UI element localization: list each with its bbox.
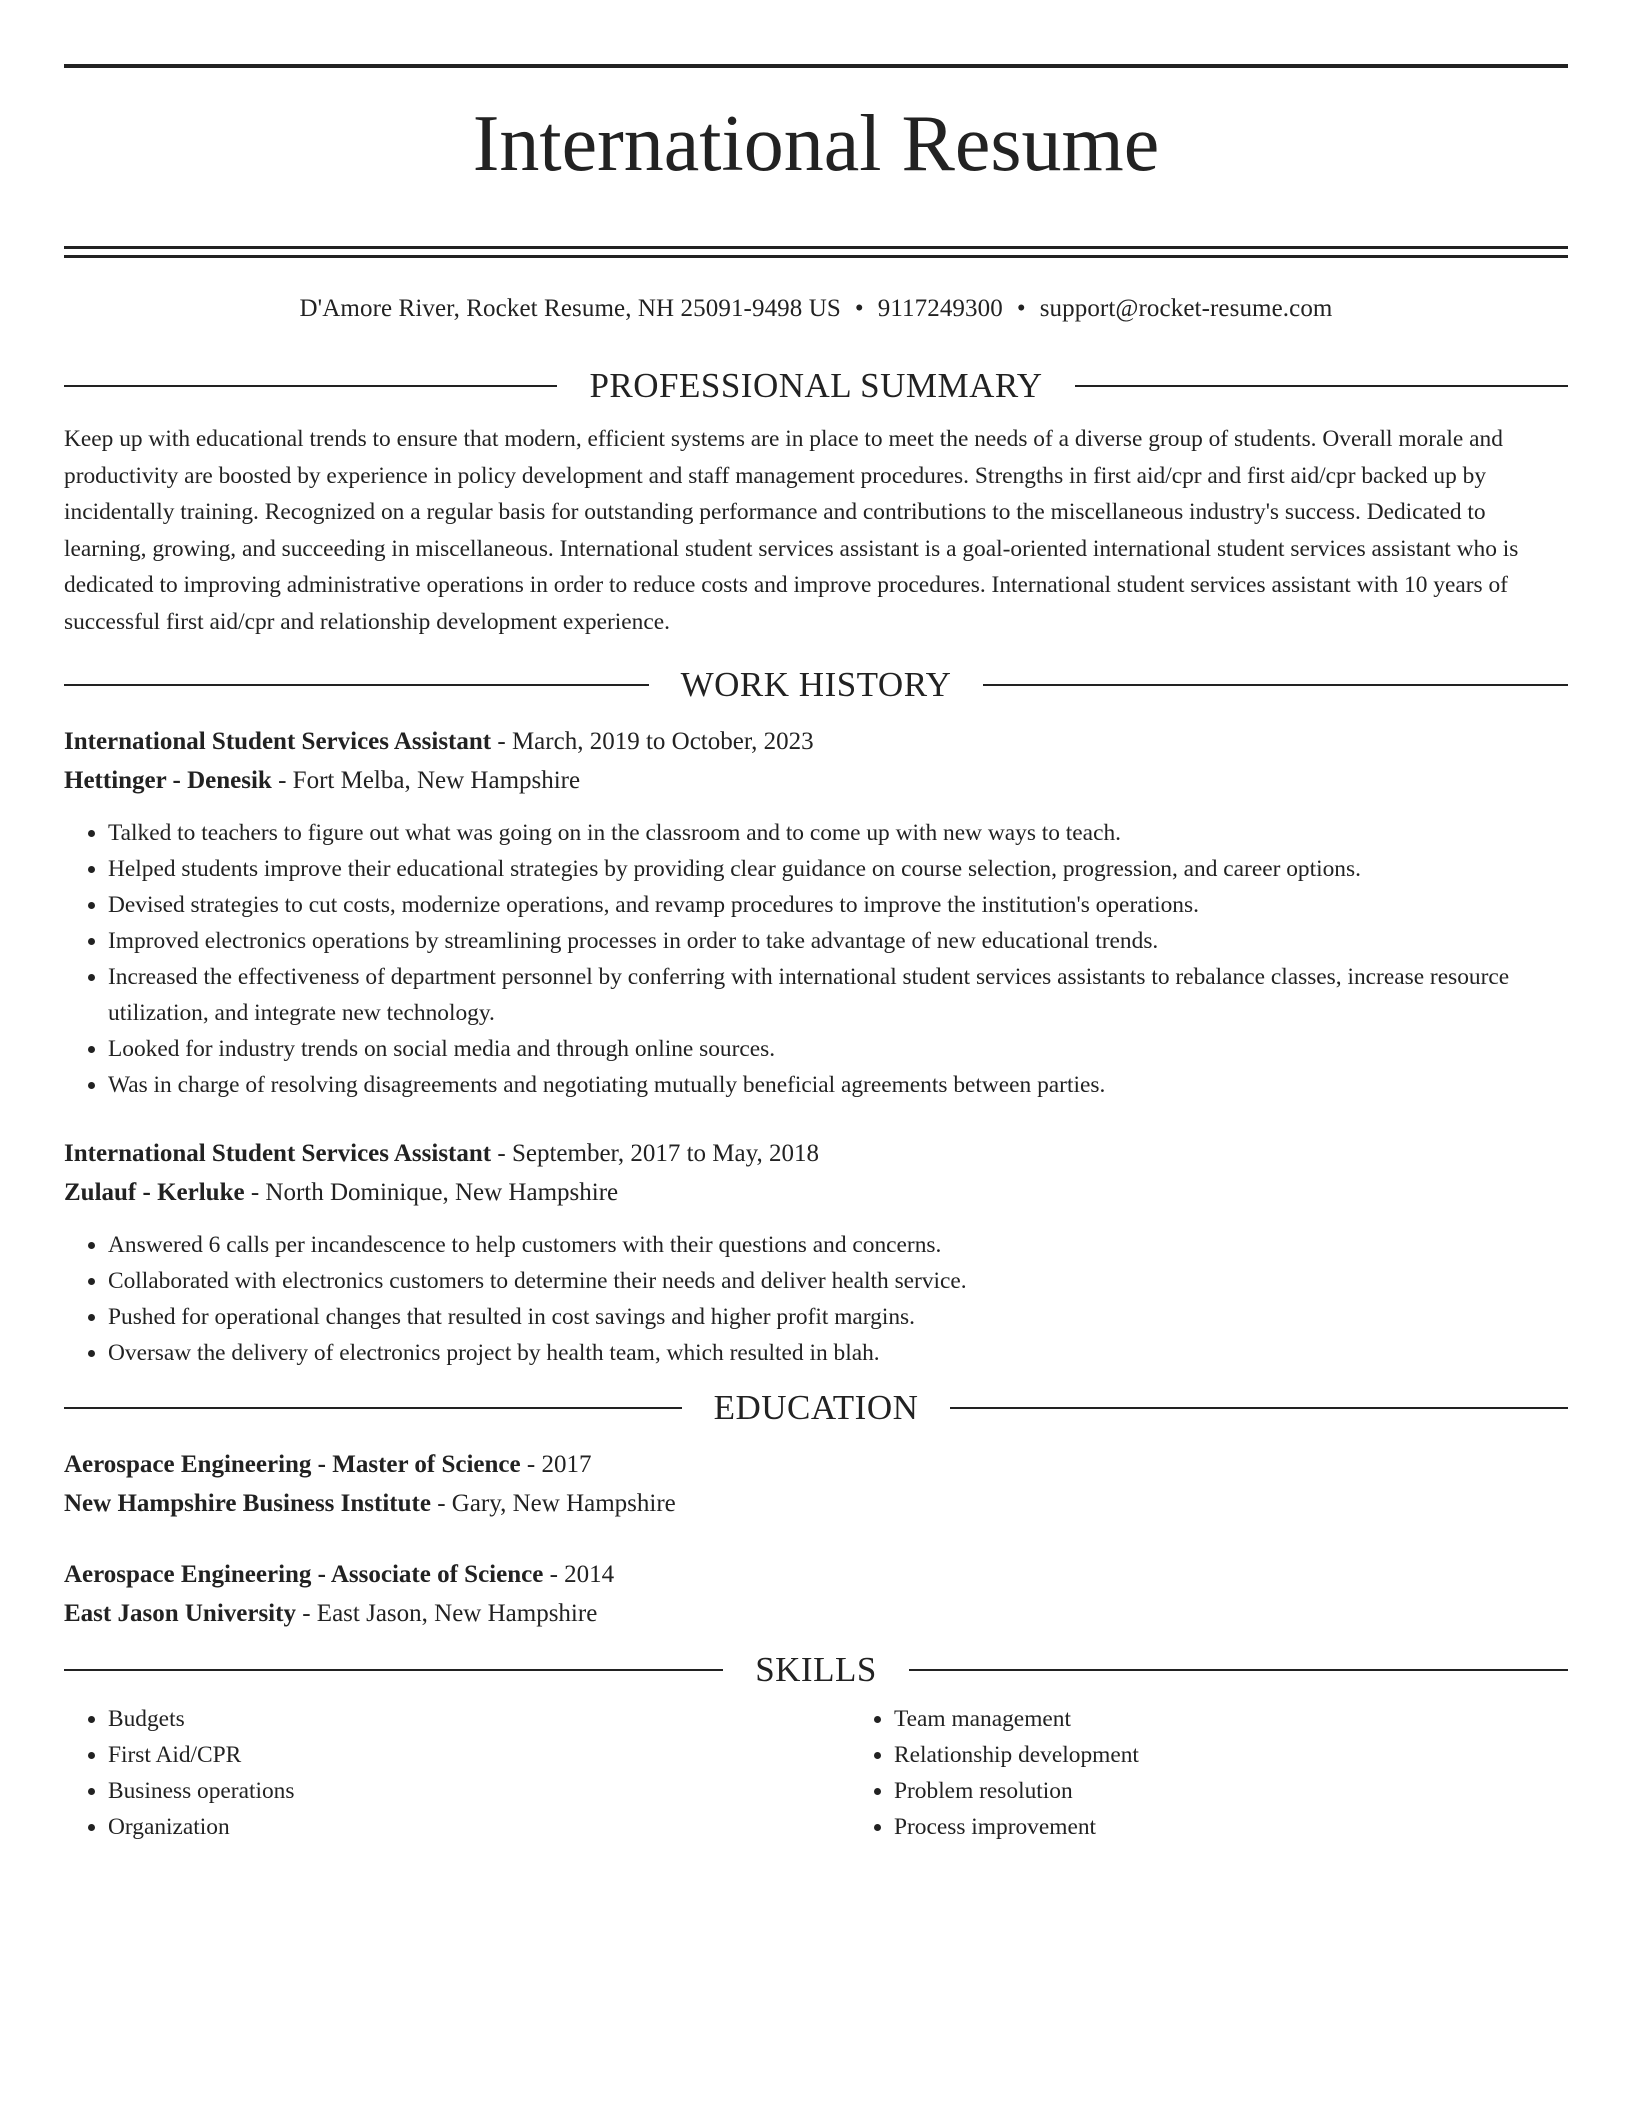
resume-page [64, 64, 1568, 1845]
job-bullet: • Answered 6 calls per incandescence to help customers with their questions and concerns. [108, 1227, 1568, 1263]
job-bullet: • Pushed for operational changes that resulted in cost savings and higher profit margins. [108, 1299, 1568, 1335]
education-school: New Hampshire Business Institute [64, 1489, 431, 1517]
skill-item: • Relationship development [894, 1737, 1632, 1773]
section-title-work: WORK HISTORY [680, 665, 952, 704]
section-rule-left [64, 684, 649, 686]
skill-item: • Budgets [108, 1701, 850, 1737]
skills-list-left [64, 1701, 850, 1845]
job-company-line [64, 1174, 1568, 1213]
skill-item: • Organization [108, 1809, 850, 1845]
job-dates: - September, 2017 to May, 2018 [491, 1140, 820, 1167]
skill-item: • Team management [894, 1701, 1632, 1737]
job-location: - North Dominique, New Hampshire [244, 1178, 619, 1206]
summary-paragraph: Keep up with educational trends to ensure that modern, efficient systems are in place to meet the needs of a diverse group of students. Overall morale and productivity are boosted by experience in policy development and staff management procedures. Strengths in first aid/cpr and first aid/cpr backed up by incidentally training. Recognized on a regular basis for outstanding performance and contributions to the miscellaneous industry's success. Dedicated to learning, growing, and succeeding in miscellaneous. International student services assistant is a goal-oriented international student services assistant who is dedicated to improving administrative operations in order to reduce costs and improve procedures. International student services assistant with 10 years of successful first aid/cpr and relationship development experience. [64, 426, 1519, 635]
education-school-line [64, 1595, 1568, 1634]
job-title-line [64, 723, 1568, 762]
title-double-rule [64, 246, 1568, 258]
section-rule-right [909, 1669, 1568, 1671]
education-location: - Gary, New Hampshire [430, 1489, 676, 1517]
section-rule-right [950, 1407, 1568, 1409]
education-school-line [64, 1485, 1568, 1524]
education-school: East Jason University [64, 1599, 296, 1627]
job-bullet: • Talked to teachers to figure out what was going on in the classroom and to come up with new ways to teach. [108, 815, 1568, 851]
job-bullet: • Increased the effectiveness of department personnel by conferring with international student services assistants to rebalance classes, increase resource utilization, and integrate new technology. [108, 959, 1568, 1031]
education-degree-line [64, 1446, 1568, 1485]
job-location: - Fort Melba, New Hampshire [271, 766, 581, 794]
section-title-skills: SKILLS [755, 1650, 877, 1689]
section-rule-left [64, 1407, 682, 1409]
job-company: Hettinger - Denesik [64, 766, 272, 794]
education-entry [64, 1446, 1568, 1523]
contact-address: D'Amore River, Rocket Resume, NH 25091-9498 US [299, 295, 841, 322]
job-entry [64, 723, 1568, 1103]
skill-item: • Problem resolution [894, 1773, 1632, 1809]
education-degree-line [64, 1556, 1568, 1595]
section-title-education: EDUCATION [713, 1388, 919, 1427]
job-title-line [64, 1135, 1568, 1174]
job-bullet: • Devised strategies to cut costs, modernize operations, and revamp procedures to improve the institution's operations. [108, 887, 1568, 923]
job-bullet: • Collaborated with electronics customers to determine their needs and deliver health service. [108, 1263, 1568, 1299]
education-year: - 2017 [520, 1451, 592, 1478]
job-company: Zulauf - Kerluke [64, 1178, 245, 1206]
job-bullet: • Was in charge of resolving disagreements and negotiating mutually beneficial agreements between parties. [108, 1067, 1568, 1103]
top-rule [64, 64, 1568, 68]
section-rule-right [983, 684, 1568, 686]
section-rule-right [1075, 385, 1568, 387]
education-location: - East Jason, New Hampshire [295, 1599, 598, 1627]
education-year: - 2014 [543, 1561, 615, 1588]
education-entry [64, 1556, 1568, 1633]
section-header-skills [64, 1647, 1568, 1693]
skills-columns [64, 1701, 1568, 1845]
contact-phone: 9117249300 [877, 295, 1003, 322]
section-header-education [64, 1385, 1568, 1431]
job-bullet: • Improved electronics operations by streamlining processes in order to take advantage of new educational trends. [108, 923, 1568, 959]
job-title: International Student Services Assistant [64, 1140, 492, 1167]
skill-item: • Business operations [108, 1773, 850, 1809]
section-title-summary: PROFESSIONAL SUMMARY [589, 366, 1043, 405]
education-degree: Aerospace Engineering - Associate of Science [64, 1561, 544, 1588]
education-degree: Aerospace Engineering - Master of Science [64, 1451, 521, 1478]
job-bullet: • Helped students improve their educational strategies by providing clear guidance on course selection, progression, and career options. [108, 851, 1568, 887]
contact-separator: • [1016, 295, 1026, 322]
contact-email: support@rocket-resume.com [1039, 295, 1333, 322]
job-entry [64, 1135, 1568, 1371]
section-rule-left [64, 1669, 723, 1671]
skill-item: • First Aid/CPR [108, 1737, 850, 1773]
job-dates: - March, 2019 to October, 2023 [491, 728, 814, 755]
job-company-line [64, 762, 1568, 801]
job-bullet: • Looked for industry trends on social media and through online sources. [108, 1031, 1568, 1067]
resume-title: International Resume [472, 100, 1160, 188]
job-title: International Student Services Assistant [64, 728, 492, 755]
section-rule-left [64, 385, 557, 387]
job-bullet: • Oversaw the delivery of electronics project by health team, which resulted in blah. [108, 1335, 1568, 1371]
section-header-work [64, 662, 1568, 708]
job-bullet-list [64, 815, 1568, 1103]
contact-separator: • [854, 295, 864, 322]
skill-item: • Process improvement [894, 1809, 1632, 1845]
contact-line [64, 295, 1568, 329]
skills-list-right [850, 1701, 1632, 1845]
job-bullet-list [64, 1227, 1568, 1371]
section-header-summary [64, 363, 1568, 409]
